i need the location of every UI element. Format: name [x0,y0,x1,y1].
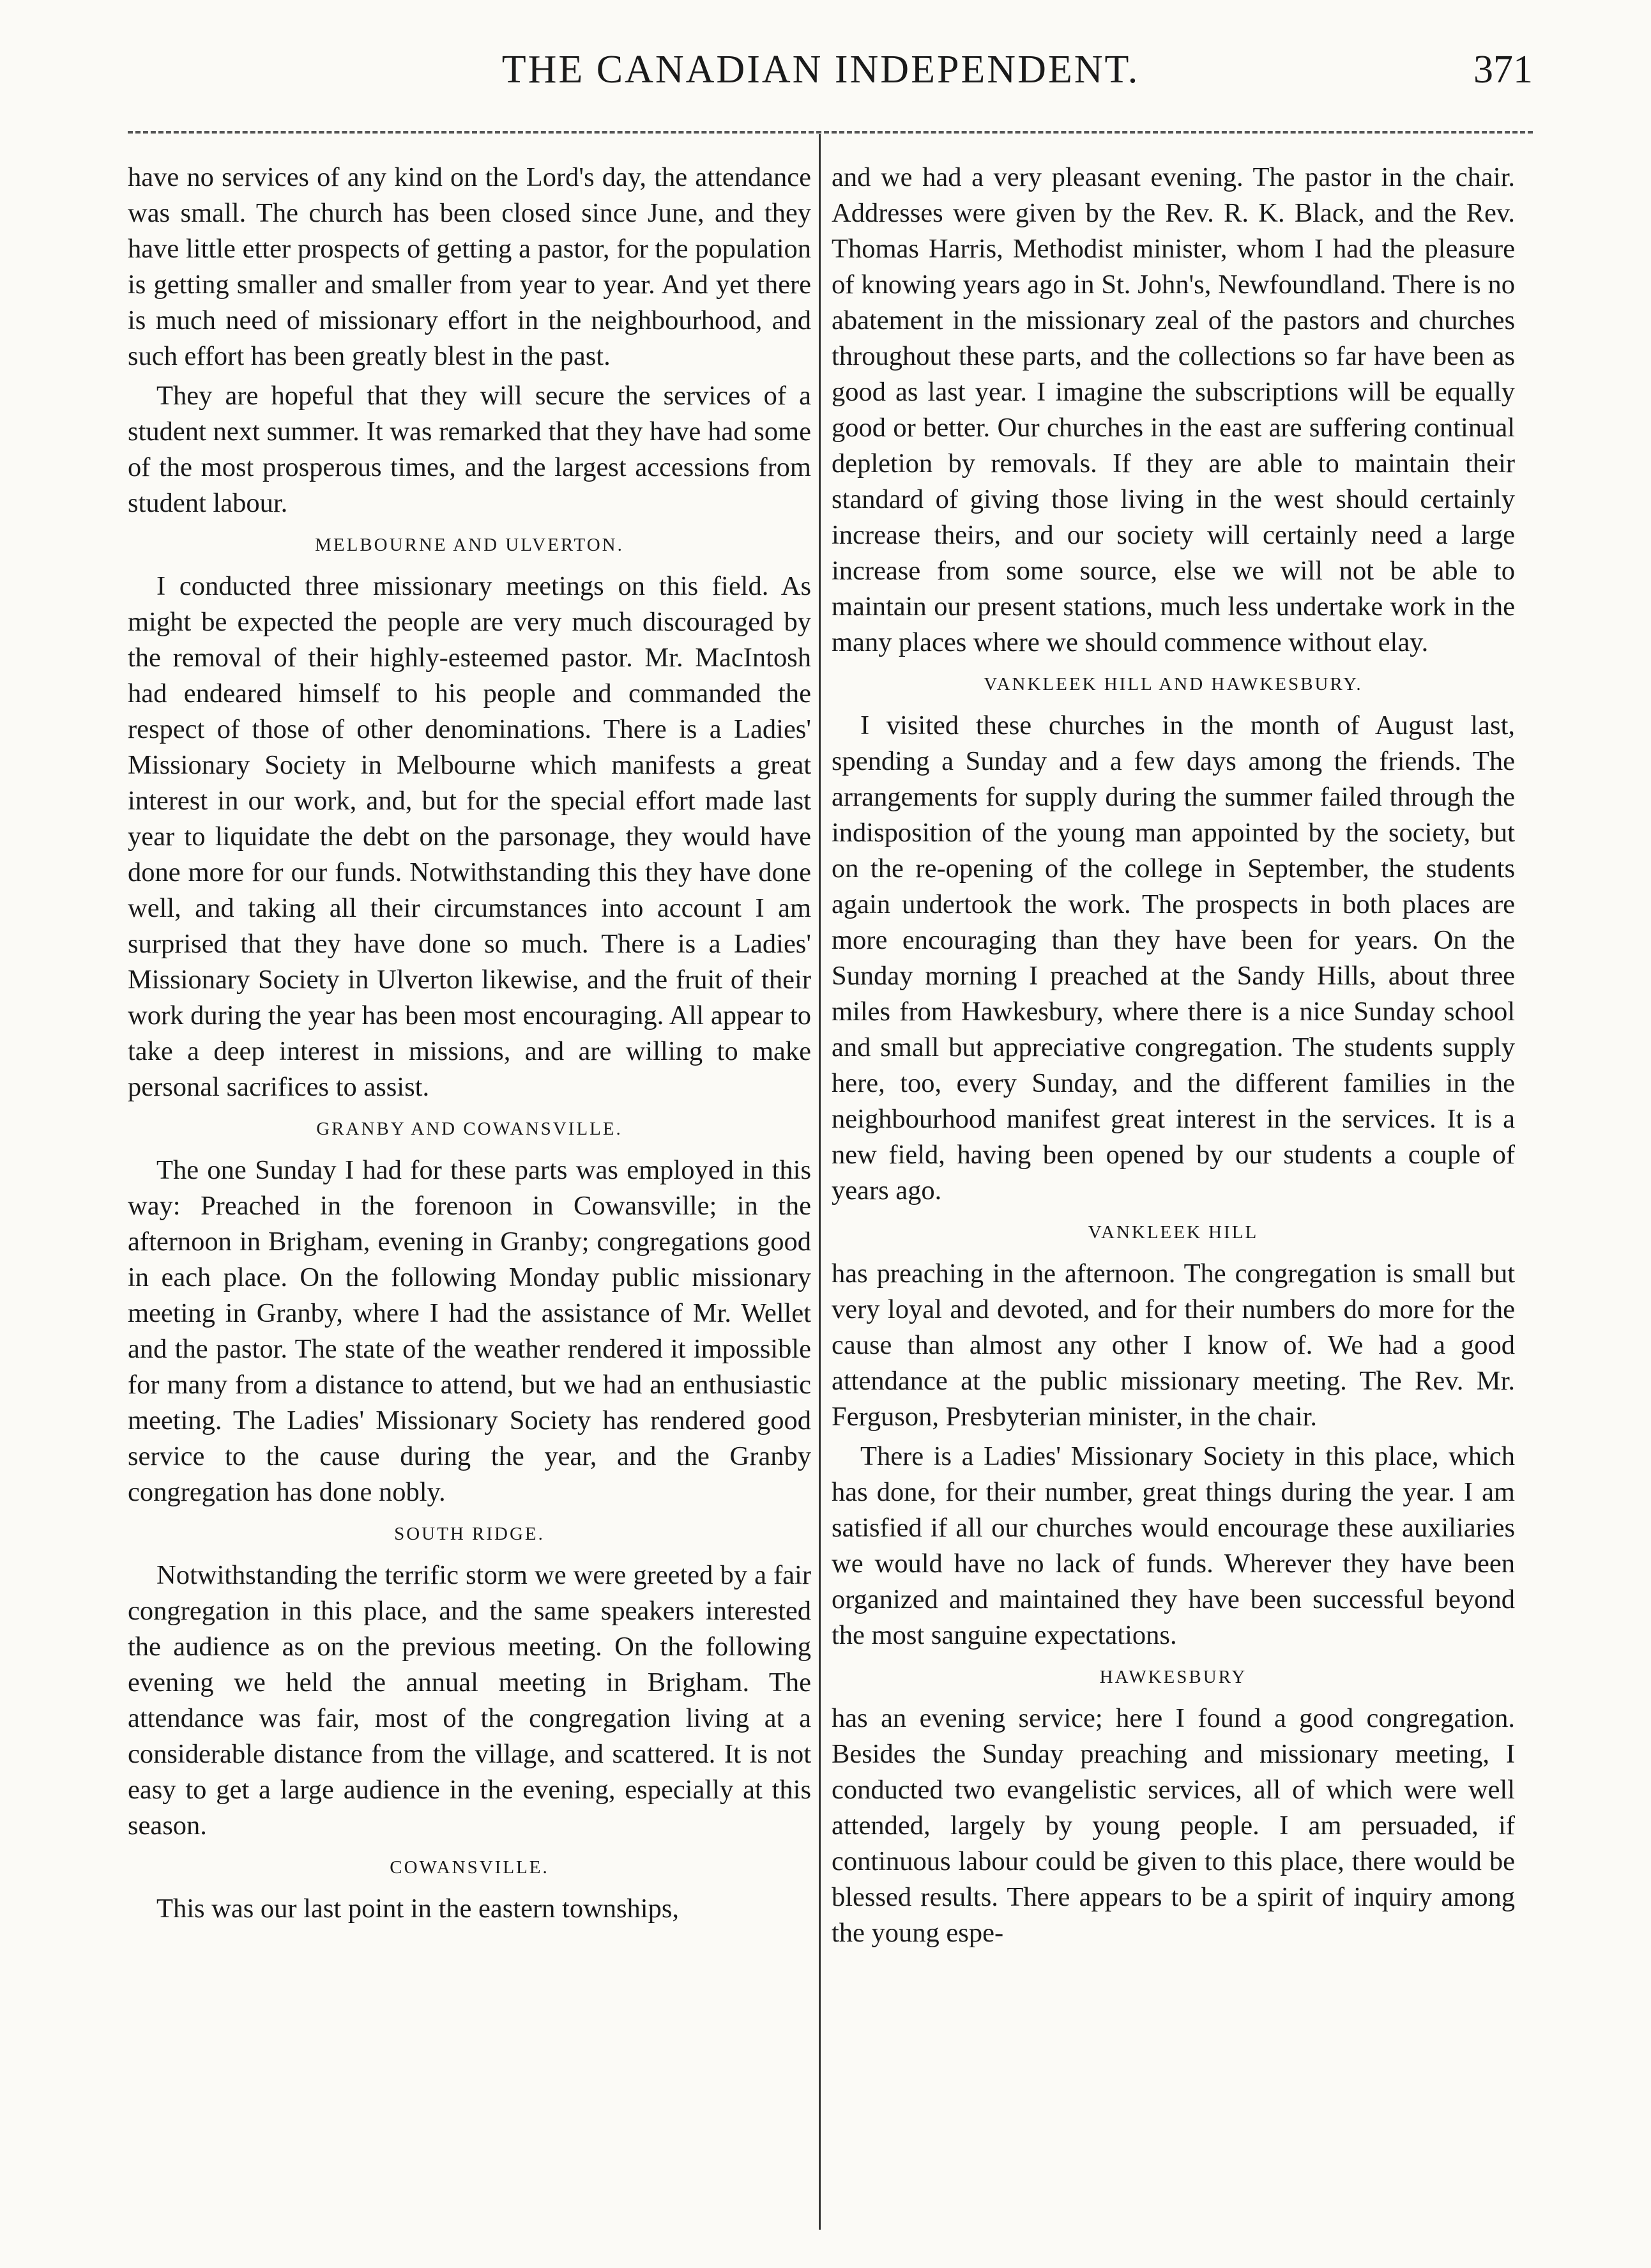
paragraph: This was our last point in the eastern townships, [156,1894,680,1924]
section-heading: MELBOURNE AND ULVERTON. [315,535,624,555]
page-number: 371 [1473,48,1533,91]
header-rule [128,131,1533,134]
section-heading: GRANBY AND COWANSVILLE. [316,1119,623,1139]
paragraph: Notwithstanding the terrific storm we were greeted by a fair congregation in this place, and the same speakers interested the audience as on the previous meeting. On the following evening we held the annual meeting in Brigham. The attendance was fair, most of the congregation living at a considerable distance from the village, and scattered. It is not easy to get a large audience in the evening, especially at this season. [128,1560,811,1841]
paragraph: The one Sunday I had for these parts was employed in this way: Preached in the forenoon in Cowansville; in the afternoon in Brigham, evening in Granby; congregations good in each place. On the following Monday public missionary meeting in Granby, where I had the assistance of Mr. Wellet and the pastor. The state of the weather rendered it impossible for many from a distance to attend, but we had an enthusiastic meeting. The Ladies' Missionary Society has rendered good service to the cause during the year, and the Granby congregation has done nobly. [128,1155,811,1507]
paragraph: They are hopeful that they will secure the services of a student next summer. It was remarked that they have had some of the most prosperous times, and the largest accessions from student labour. [128,381,811,518]
paragraph: I visited these churches in the month of August last, spending a Sunday and a few days among the friends. The arrangements for supply during the summer failed through the indisposition of the young man appointed by the society, but on the re-opening of the college in September, the students again undertook the work. The prospects in both places are more encouraging than they have been for years. On the Sunday morning I preached at the Sandy Hills, about three miles from Hawkesbury, where there is a nice Sunday school and small but appreciative congregation. The students supply here, too, every Sunday, and the different families in the neighbourhood manifest great interest in the services. It is a new field, having been opened by our students a couple of years ago. [832,710,1515,1206]
section-heading: VANKLEEK HILL [1088,1222,1259,1243]
section-heading: COWANSVILLE. [390,1857,549,1878]
paragraph: has preaching in the afternoon. The congregation is small but very loyal and devoted, and for their numbers do more for the cause than almost any other I know of. We had a good attendance at the public missionary meeting. The Rev. Mr. Ferguson, Presbyterian minister, in the chair. [832,1259,1515,1432]
paragraph: I conducted three missionary meetings on this field. As might be expected the people are very much discouraged by the removal of their highly-esteemed pastor. Mr. MacIntosh had endeared himself to his people and commanded the respect of those of other denominations. There is a Ladies' Missionary Society in Melbourne which manifests a great interest in our work, and, but for the special effort made last year to liquidate the debt on the parsonage, they would have done more for our funds. Notwithstanding this they have done well, and taking all their circumstances into account I am surprised that they have done so much. There is a Ladies' Missionary Society in Ulverton likewise, and the fruit of their work during the year has been most encouraging. All appear to take a deep interest in missions, and are willing to make personal sacrifices to assist. [128,571,811,1102]
paragraph: and we had a very pleasant evening. The pastor in the chair. Addresses were given by the Rev. R. K. Black, and the Rev. Thomas Harris, Methodist minister, whom I had the pleasure of knowing years ago in St. John's, Newfoundland. There is no abatement in the missionary zeal of the pastors and churches throughout these parts, and the collections so far have been as good as last year. I imagine the subscriptions will be equally good or better. Our churches in the east are suffering continual depletion by removals. If they are able to maintain their standard of giving those living in the west should certainly increase theirs, and our society will certainly need a large increase from some source, else we will not be able to maintain our present stations, much less undertake work in the many places where we should commence without elay. [832,162,1515,657]
paragraph: has an evening service; here I found a good congregation. Besides the Sunday preaching and missionary meeting, I conducted two evangelistic services, all of which were well attended, largely by young people. I am persuaded, if continuous labour could be given to this place, there would be blessed results. There appears to be a spirit of inquiry among the young espe- [832,1703,1515,1948]
running-title: THE CANADIAN INDEPENDENT. [501,48,1140,91]
section-heading: HAWKESBURY [1099,1667,1247,1687]
section-heading: SOUTH RIDGE. [394,1524,545,1544]
right-column [832,160,1515,1955]
column-divider [819,134,821,2230]
paragraph: have no services of any kind on the Lord's day, the attendance was small. The church has been closed since June, and they have little etter prospects of getting a pastor, for the population is getting smaller and smaller from year to year. And yet there is much need of missionary effort in the neighbourhood, and such effort has been greatly blest in the past. [128,162,811,371]
page-header [109,45,1533,115]
paragraph: There is a Ladies' Missionary Society in this place, which has done, for their number, great things during the year. I am satisfied if all our churches would encourage these auxiliaries we would have no lack of funds. Wherever they have been organized and maintained they have been successful beyond the most sanguine expectations. [832,1441,1515,1650]
left-column [128,160,811,1931]
section-heading: VANKLEEK HILL AND HAWKESBURY. [984,674,1363,694]
